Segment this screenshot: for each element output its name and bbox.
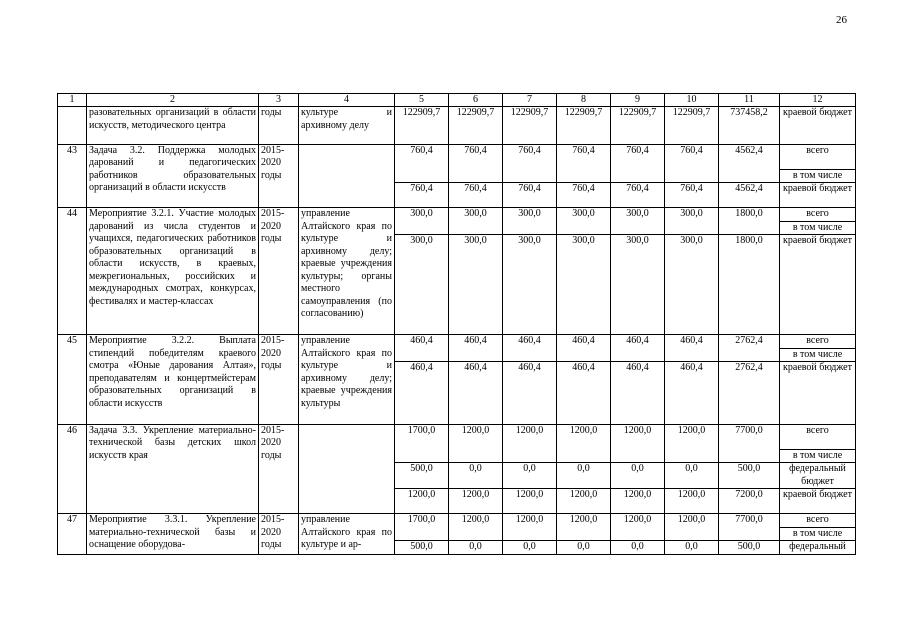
row-executor [299, 424, 395, 514]
amount-cell: 460,4 [503, 362, 557, 425]
column-number: 5 [395, 94, 449, 107]
amount-cell: 500,0 [395, 541, 449, 555]
amount-cell-empty [665, 169, 719, 183]
row-name: разовательных организаций в области искусств, методического центра [87, 107, 259, 145]
funding-source: всего [780, 144, 856, 169]
amount-cell: 1200,0 [449, 514, 503, 528]
amount-cell-empty [503, 527, 557, 541]
row-number: 43 [58, 144, 87, 208]
row-years: 2015-2020 годы [259, 424, 299, 514]
amount-cell: 7700,0 [719, 514, 780, 528]
amount-cell: 300,0 [449, 208, 503, 222]
amount-cell: 760,4 [395, 144, 449, 169]
amount-cell: 460,4 [557, 335, 611, 349]
row-years: 2015-2020 годы [259, 514, 299, 555]
amount-cell-empty [611, 449, 665, 463]
amount-cell: 300,0 [665, 235, 719, 335]
row-executor [299, 144, 395, 208]
amount-cell: 460,4 [395, 362, 449, 425]
column-number: 1 [58, 94, 87, 107]
amount-cell: 0,0 [449, 541, 503, 555]
amount-cell: 760,4 [611, 183, 665, 208]
subtotal-label: в том числе [780, 527, 856, 541]
amount-cell: 460,4 [557, 362, 611, 425]
amount-cell: 760,4 [665, 183, 719, 208]
amount-cell: 500,0 [719, 541, 780, 555]
row-name: Задача 3.3. Укрепление материально-технической базы детских школ искусств края [87, 424, 259, 514]
amount-cell-empty [719, 221, 780, 235]
amount-cell: 1200,0 [665, 514, 719, 528]
row-name: Мероприятие 3.2.2. Выплата стипендий победителям краевого смотра «Юные дарования Алтая», преподавателям и концертмейстерам образовательных организаций в области искусств [87, 335, 259, 425]
amount-cell-empty [557, 221, 611, 235]
subtotal-label: в том числе [780, 348, 856, 362]
amount-cell: 1200,0 [503, 514, 557, 528]
amount-cell: 1200,0 [449, 424, 503, 449]
row-executor: управление Алтайского края по культуре и архивному делу; краевые учреждения культуры; органы местного самоуправления (по согласованию) [299, 208, 395, 335]
column-number: 10 [665, 94, 719, 107]
amount-cell: 300,0 [395, 208, 449, 222]
amount-cell: 1200,0 [449, 489, 503, 514]
funding-source: федеральный бюджет [780, 463, 856, 489]
amount-cell-empty [719, 348, 780, 362]
funding-source: федеральный [780, 541, 856, 555]
amount-cell: 300,0 [503, 208, 557, 222]
column-number: 12 [780, 94, 856, 107]
amount-cell: 300,0 [395, 235, 449, 335]
table-row [58, 107, 856, 145]
amount-cell: 0,0 [611, 541, 665, 555]
amount-cell-empty [719, 527, 780, 541]
amount-cell-empty [395, 221, 449, 235]
column-number: 8 [557, 94, 611, 107]
column-number: 2 [87, 94, 259, 107]
row-name: Задача 3.2. Поддержка молодых дарований и педагогических работников образовательных организаций в области искусств [87, 144, 259, 208]
amount-cell: 7700,0 [719, 424, 780, 449]
amount-cell-empty [503, 449, 557, 463]
amount-cell-empty [665, 449, 719, 463]
amount-cell: 300,0 [611, 208, 665, 222]
row-executor: культуре и архивному делу [299, 107, 395, 145]
amount-cell: 1200,0 [557, 514, 611, 528]
table-row [58, 335, 856, 349]
column-number: 4 [299, 94, 395, 107]
amount-cell: 122909,7 [449, 107, 503, 145]
amount-cell: 1200,0 [665, 424, 719, 449]
row-name: Мероприятие 3.3.1. Укрепление материально-технической базы и оснащение оборудова- [87, 514, 259, 555]
amount-cell: 1700,0 [395, 514, 449, 528]
subtotal-label: в том числе [780, 449, 856, 463]
subtotal-label: в том числе [780, 169, 856, 183]
funding-source: всего [780, 208, 856, 222]
amount-cell-empty [395, 449, 449, 463]
amount-cell: 460,4 [611, 362, 665, 425]
amount-cell: 1200,0 [611, 424, 665, 449]
row-years: годы [259, 107, 299, 145]
amount-cell: 300,0 [665, 208, 719, 222]
amount-cell-empty [449, 169, 503, 183]
amount-cell-empty [557, 348, 611, 362]
amount-cell: 460,4 [665, 335, 719, 349]
amount-cell: 122909,7 [557, 107, 611, 145]
amount-cell: 300,0 [503, 235, 557, 335]
amount-cell: 2762,4 [719, 335, 780, 349]
amount-cell-empty [395, 527, 449, 541]
amount-cell: 122909,7 [611, 107, 665, 145]
amount-cell-empty [503, 221, 557, 235]
table-row [58, 424, 856, 449]
amount-cell: 760,4 [449, 144, 503, 169]
column-number-row [58, 94, 856, 107]
amount-cell-empty [503, 169, 557, 183]
amount-cell-empty [611, 221, 665, 235]
amount-cell: 1800,0 [719, 235, 780, 335]
amount-cell: 0,0 [503, 463, 557, 489]
amount-cell: 460,4 [395, 335, 449, 349]
amount-cell: 760,4 [665, 144, 719, 169]
amount-cell: 122909,7 [665, 107, 719, 145]
row-number: 45 [58, 335, 87, 425]
amount-cell: 4562,4 [719, 144, 780, 169]
amount-cell: 460,4 [665, 362, 719, 425]
amount-cell: 760,4 [395, 183, 449, 208]
amount-cell: 760,4 [503, 183, 557, 208]
table-row [58, 514, 856, 528]
amount-cell: 0,0 [665, 463, 719, 489]
column-number: 11 [719, 94, 780, 107]
amount-cell: 300,0 [557, 235, 611, 335]
amount-cell: 0,0 [557, 541, 611, 555]
amount-cell: 7200,0 [719, 489, 780, 514]
amount-cell-empty [611, 169, 665, 183]
amount-cell: 4562,4 [719, 183, 780, 208]
amount-cell-empty [611, 527, 665, 541]
row-years: 2015-2020 годы [259, 144, 299, 208]
row-number: 47 [58, 514, 87, 555]
amount-cell-empty [665, 527, 719, 541]
amount-cell: 460,4 [449, 335, 503, 349]
amount-cell-empty [557, 169, 611, 183]
row-years: 2015-2020 годы [259, 208, 299, 335]
amount-cell: 2762,4 [719, 362, 780, 425]
table-row [58, 144, 856, 169]
column-number: 3 [259, 94, 299, 107]
amount-cell: 760,4 [557, 183, 611, 208]
column-number: 7 [503, 94, 557, 107]
row-executor: управление Алтайского края по культуре и ар- [299, 514, 395, 555]
amount-cell: 460,4 [449, 362, 503, 425]
row-years: 2015-2020 годы [259, 335, 299, 425]
amount-cell-empty [395, 348, 449, 362]
amount-cell: 1200,0 [557, 424, 611, 449]
amount-cell: 760,4 [557, 144, 611, 169]
amount-cell: 500,0 [719, 463, 780, 489]
amount-cell: 1200,0 [395, 489, 449, 514]
amount-cell: 0,0 [449, 463, 503, 489]
amount-cell: 1200,0 [611, 514, 665, 528]
amount-cell: 1700,0 [395, 424, 449, 449]
amount-cell: 760,4 [611, 144, 665, 169]
column-number: 6 [449, 94, 503, 107]
amount-cell: 760,4 [449, 183, 503, 208]
amount-cell-empty [449, 527, 503, 541]
amount-cell: 300,0 [611, 235, 665, 335]
amount-cell: 0,0 [557, 463, 611, 489]
amount-cell: 760,4 [503, 144, 557, 169]
amount-cell: 300,0 [449, 235, 503, 335]
amount-cell: 460,4 [503, 335, 557, 349]
amount-cell: 460,4 [611, 335, 665, 349]
amount-cell: 0,0 [665, 541, 719, 555]
row-number [58, 107, 87, 145]
amount-cell-empty [665, 348, 719, 362]
amount-cell-empty [449, 348, 503, 362]
funding-source: краевой бюджет [780, 489, 856, 514]
funding-source: всего [780, 424, 856, 449]
amount-cell: 1200,0 [665, 489, 719, 514]
amount-cell: 1200,0 [503, 489, 557, 514]
table-row [58, 208, 856, 222]
row-number: 44 [58, 208, 87, 335]
subtotal-label: в том числе [780, 221, 856, 235]
amount-cell-empty [557, 449, 611, 463]
funding-source: всего [780, 335, 856, 349]
amount-cell: 1800,0 [719, 208, 780, 222]
row-name: Мероприятие 3.2.1. Участие молодых дарований из числа студентов и учащихся, педагогических работников образовательных организаций в области искусств, в краевых, межрегиональных, российских и международных смотрах, конкурсах, фестивалях и мастер-классах [87, 208, 259, 335]
amount-cell-empty [611, 348, 665, 362]
column-number: 9 [611, 94, 665, 107]
budget-table [57, 93, 856, 555]
amount-cell: 0,0 [503, 541, 557, 555]
funding-source: краевой бюджет [780, 362, 856, 425]
funding-source: всего [780, 514, 856, 528]
amount-cell: 500,0 [395, 463, 449, 489]
page-number: 26 [836, 14, 847, 26]
amount-cell-empty [449, 221, 503, 235]
amount-cell-empty [719, 449, 780, 463]
amount-cell-empty [557, 527, 611, 541]
amount-cell: 0,0 [611, 463, 665, 489]
amount-cell: 1200,0 [611, 489, 665, 514]
amount-cell: 300,0 [557, 208, 611, 222]
funding-source: краевой бюджет [780, 107, 856, 145]
amount-cell: 122909,7 [395, 107, 449, 145]
row-number: 46 [58, 424, 87, 514]
funding-source: краевой бюджет [780, 235, 856, 335]
amount-cell: 122909,7 [503, 107, 557, 145]
amount-cell-empty [503, 348, 557, 362]
amount-cell-empty [719, 169, 780, 183]
amount-cell: 737458,2 [719, 107, 780, 145]
amount-cell: 1200,0 [503, 424, 557, 449]
amount-cell-empty [665, 221, 719, 235]
amount-cell-empty [395, 169, 449, 183]
funding-source: краевой бюджет [780, 183, 856, 208]
amount-cell-empty [449, 449, 503, 463]
amount-cell: 1200,0 [557, 489, 611, 514]
row-executor: управление Алтайского края по культуре и архивному делу; краевые учреждения культуры [299, 335, 395, 425]
